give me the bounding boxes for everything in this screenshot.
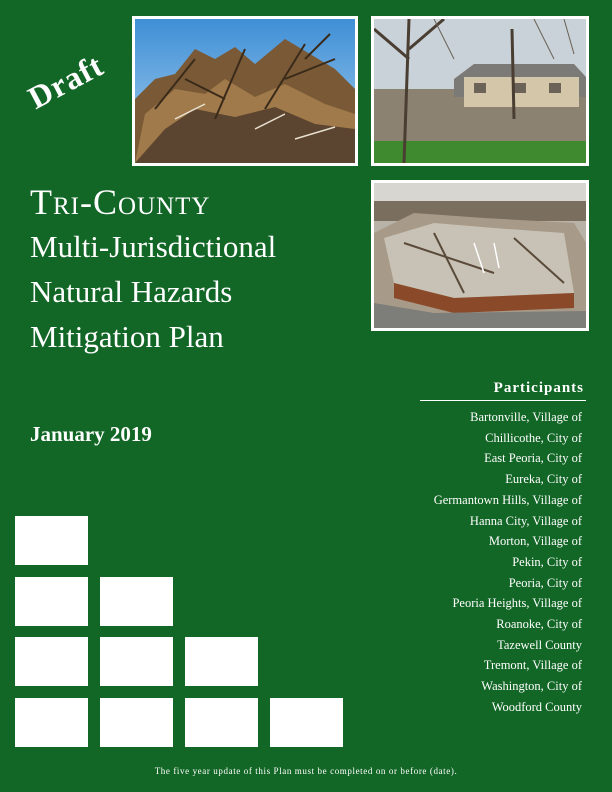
participant-item: Woodford County	[491, 699, 582, 714]
plan-date: January 2019	[30, 422, 152, 446]
decorative-block	[185, 698, 258, 747]
decorative-block	[100, 577, 173, 626]
title-block	[30, 180, 276, 359]
participant-item: Peoria, City of	[508, 575, 582, 590]
participant-item: Peoria Heights, Village of	[452, 596, 582, 611]
decorative-block	[15, 516, 88, 565]
participant-item: Eureka, City of	[505, 472, 582, 487]
participant-item: Tremont, Village of	[483, 658, 582, 673]
participant-item: East Peoria, City of	[484, 451, 582, 466]
decorative-block	[185, 637, 258, 686]
tornado-debris-photo	[132, 16, 358, 166]
participant-item: Roanoke, City of	[496, 617, 582, 632]
participant-item: Morton, Village of	[488, 534, 582, 549]
footer-note: The five year update of this Plan must be completed on or before (date).	[154, 766, 458, 776]
participants-heading: Participants	[420, 380, 586, 401]
decorative-block	[270, 698, 343, 747]
participant-item: Pekin, City of	[512, 554, 582, 569]
plan-title-line-1: Multi-Jurisdictional	[30, 229, 277, 264]
participants-list	[420, 407, 586, 718]
participant-item: Chillicothe, City of	[485, 430, 582, 445]
decorative-block	[15, 637, 88, 686]
participant-item: Tazewell County	[497, 637, 582, 652]
plan-title-main: Tri-County	[30, 182, 211, 222]
decorative-block	[15, 577, 88, 626]
participant-item: Hanna City, Village of	[469, 513, 582, 528]
destroyed-home-photo	[371, 180, 589, 331]
decorative-block	[100, 637, 173, 686]
plan-title-line-2: Natural Hazards	[30, 274, 233, 309]
plan-title-line-3: Mitigation Plan	[30, 319, 224, 354]
participant-item: Germantown Hills, Village of	[433, 492, 582, 507]
participants-panel	[420, 380, 586, 718]
participant-item: Washington, City of	[481, 679, 582, 694]
participant-item: Bartonville, Village of	[470, 410, 582, 424]
decorative-block	[100, 698, 173, 747]
decorative-block	[15, 698, 88, 747]
draft-stamp: Draft	[22, 46, 110, 116]
flooded-house-photo	[371, 16, 589, 166]
